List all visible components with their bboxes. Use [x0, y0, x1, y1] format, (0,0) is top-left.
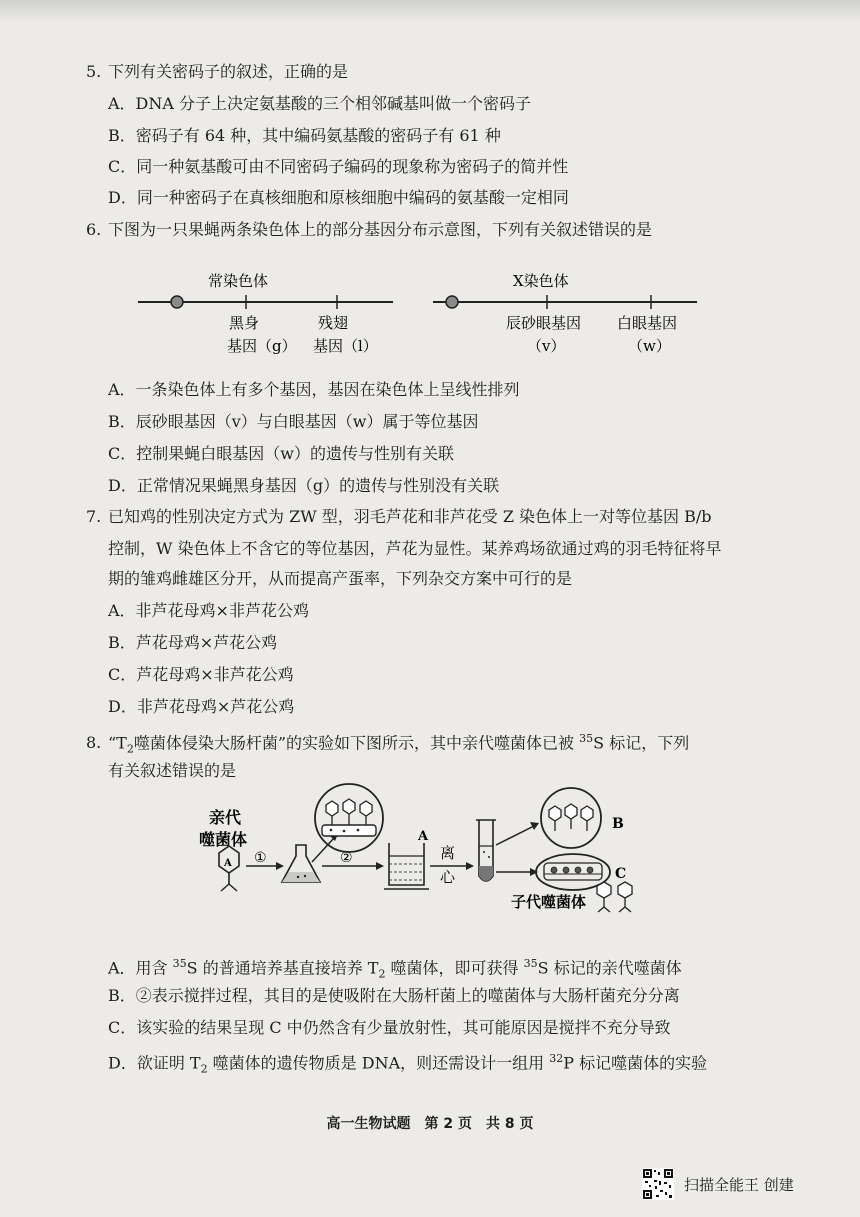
qr-code-icon	[642, 1168, 674, 1200]
bacterium-with-phages-icon	[315, 784, 383, 852]
gene-w-label-1: 白眼基因	[617, 314, 678, 332]
question-7-stem-line3: 期的雏鸡雌雄区分开，从而提高产蛋率，下列杂交方案中可行的是	[108, 569, 573, 588]
beaker-label-a: A	[418, 829, 429, 844]
gene-g-label-1: 黑身	[229, 314, 260, 332]
question-8-option-c: C．该实验的结果呈现 C 中仍然含有少量放射性，其可能原因是搅拌不充分导致	[108, 1018, 671, 1037]
gene-w-label-2: （w）	[628, 337, 671, 355]
centrifuge-label-1: 离	[440, 844, 456, 862]
question-5-option-b: B．密码子有 64 种，其中编码氨基酸的密码子有 61 种	[108, 126, 501, 145]
question-6-stem: 6. 下图为一只果蝇两条染色体上的部分基因分布示意图，下列有关叙述错误的是	[86, 220, 653, 239]
page-footer: 高一生物试题 第 2 页 共 8 页	[326, 1116, 534, 1132]
step2-label: ②	[340, 850, 353, 866]
gene-l-label-1: 残翅	[318, 314, 349, 332]
question-5-option-c: C．同一种氨基酸可由不同密码子编码的现象称为密码子的简并性	[108, 157, 569, 176]
parent-phage-icon	[219, 846, 239, 891]
gene-g-label-2: 基因（g）	[227, 337, 297, 355]
centrifuge-label-2: 心	[440, 868, 456, 886]
question-8-stem-line2: 有关叙述错误的是	[108, 761, 237, 780]
progeny-phage-icon	[597, 882, 632, 912]
test-tube-icon	[476, 820, 496, 881]
question-6-option-c: C．控制果蝇白眼基因（w）的遗传与性别有关联	[108, 444, 454, 463]
gene-l-label-2: 基因（l）	[313, 337, 378, 355]
autosome-label: 常染色体	[208, 272, 269, 290]
scanner-text: 扫描全能王 创建	[684, 1175, 794, 1194]
question-6-option-d: D．正常情况果蝇黑身基因（g）的遗传与性别没有关联	[108, 476, 500, 495]
x-chromosome-label: X染色体	[513, 272, 569, 290]
question-8-option-b: B．②表示搅拌过程，其目的是使吸附在大肠杆菌上的噬菌体与大肠杆菌充分分离	[108, 986, 680, 1005]
question-8-stem: 8. “$T_2$噬菌体侵染大肠杆菌”的实验如下图所示，其中亲代噬菌体已被 $^{35}$S 标记，下列	[86, 732, 690, 756]
question-7-stem: 7. 已知鸡的性别决定方式为 ZW 型，羽毛芦花和非芦花受 Z 染色体上一对等位基因 B/b	[86, 507, 712, 526]
scanner-watermark	[642, 1168, 794, 1200]
question-5-option-d: D．同一种密码子在真核细胞和原核细胞中编码的氨基酸一定相同	[108, 188, 569, 207]
question-7-option-c: C．芦花母鸡×非芦花公鸡	[108, 665, 294, 684]
step1-label: ①	[254, 850, 267, 866]
progeny-phage-label: 子代噬菌体	[511, 893, 587, 911]
result-label-b: B	[612, 816, 624, 832]
gene-v-label-2: （v）	[527, 337, 566, 355]
question-8-option-d: D．欲证明 $T_2$ 噬菌体的遗传物质是 DNA，则还需设计一组用 $^{32}$P 标记噬菌体的实验	[108, 1052, 708, 1076]
question-7-stem-line2: 控制，W 染色体上不含它的等位基因，芦花为显性。某养鸡场欲通过鸡的羽毛特征将早	[108, 539, 722, 558]
question-7-option-a: A．非芦花母鸡×非芦花公鸡	[108, 601, 309, 620]
question-7-option-b: B．芦花母鸡×芦花公鸡	[108, 633, 278, 652]
svg-text:A: A	[224, 858, 232, 869]
question-8-option-a: A．用含 $^{35}$S 的普通培养基直接培养 $T_2$ 噬菌体，即可获得 $^{35}$S 标记的亲代噬菌体	[108, 957, 682, 981]
question-5-stem: 5. 下列有关密码子的叙述，正确的是	[86, 62, 349, 81]
flask-icon	[282, 845, 320, 882]
beaker-icon	[384, 843, 429, 889]
question-5-option-a: A．DNA 分子上决定氨基酸的三个相邻碱基叫做一个密码子	[108, 94, 532, 113]
result-label-c: C	[615, 866, 627, 882]
question-7-option-d: D．非芦花母鸡×芦花公鸡	[108, 697, 295, 716]
supernatant-phage-coats-icon	[541, 788, 601, 848]
gene-v-label-1: 辰砂眼基因	[506, 314, 582, 332]
parent-phage-label-2: 噬菌体	[199, 830, 248, 849]
question-6-option-a: A．一条染色体上有多个基因，基因在染色体上呈线性排列	[108, 380, 520, 399]
parent-phage-label-1: 亲代	[209, 808, 242, 827]
question-6-option-b: B．辰砂眼基因（v）与白眼基因（w）属于等位基因	[108, 412, 479, 431]
